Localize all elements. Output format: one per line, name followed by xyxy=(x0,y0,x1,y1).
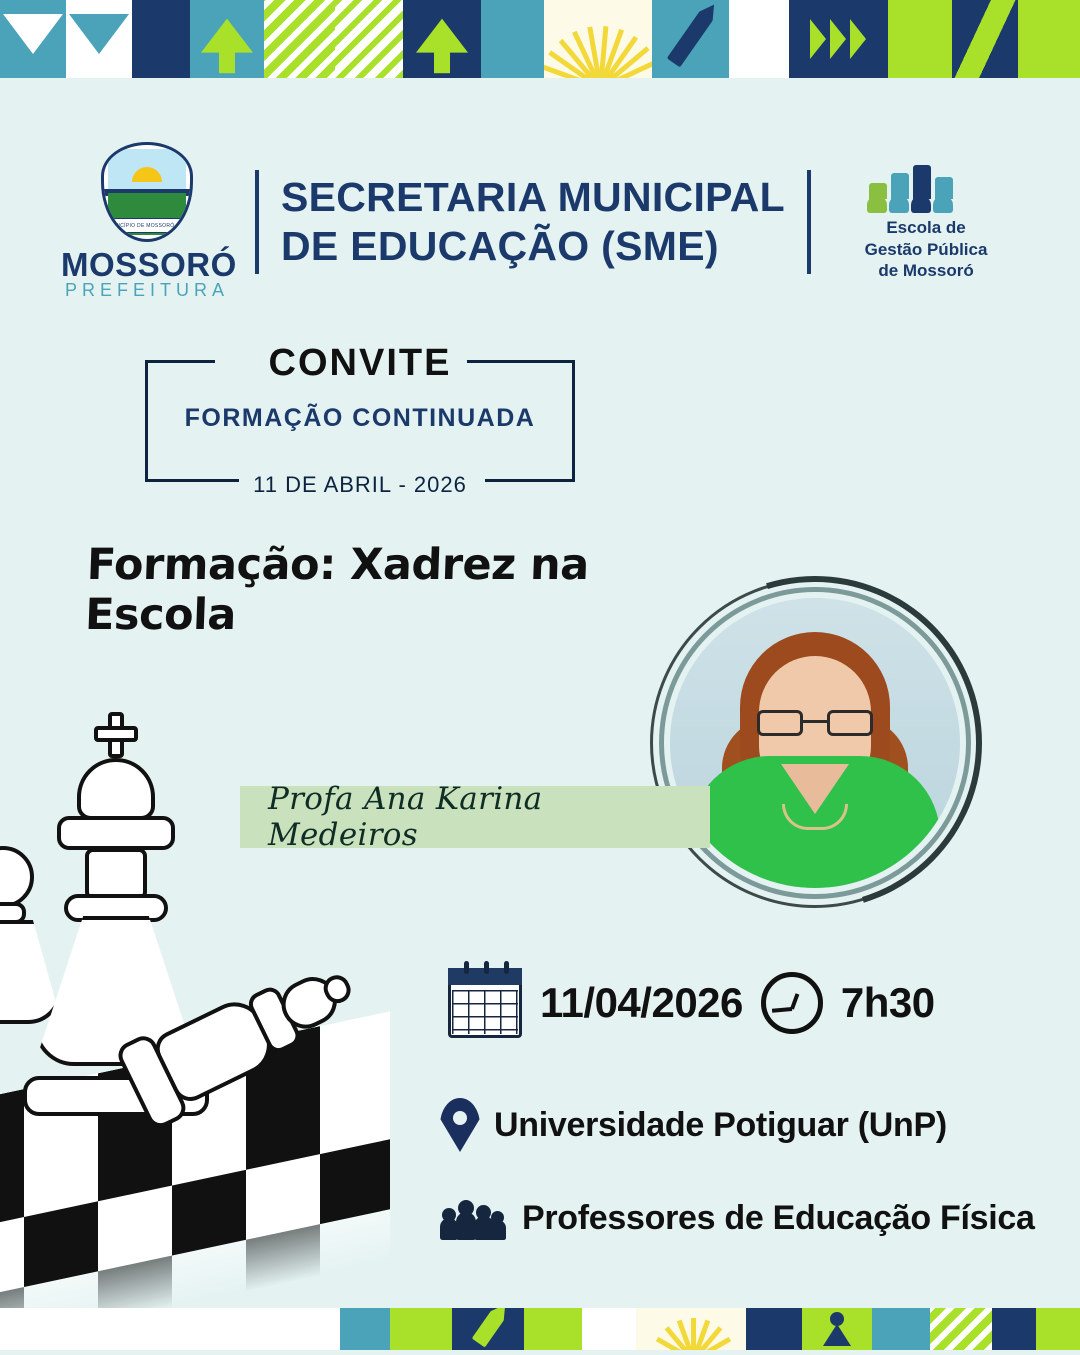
deco-tile-chevrons xyxy=(789,0,888,78)
deco-bottom-navy xyxy=(746,1308,802,1350)
deco-bottom-pawn xyxy=(802,1308,872,1350)
deco-bottom-teal-2 xyxy=(872,1308,930,1350)
bottom-decorative-strip xyxy=(0,1308,1080,1350)
deco-bottom-teal xyxy=(340,1308,390,1350)
header-title-line1: SECRETARIA MUNICIPAL xyxy=(280,174,786,221)
coat-of-arms-caption: MUNICÍPIO DE MOSSORÓ - RN xyxy=(106,218,188,233)
deco-tile-white xyxy=(729,0,789,78)
header-divider-right xyxy=(807,170,811,274)
deco-bottom-white-2 xyxy=(582,1308,636,1350)
deco-tile-sun xyxy=(544,0,652,78)
page-title: Formação: Xadrez na Escola xyxy=(84,540,590,640)
location-pin-icon xyxy=(440,1098,480,1152)
deco-tile-arrow-navy xyxy=(403,0,482,78)
header-title xyxy=(281,173,785,270)
city-subtitle: PREFEITURA xyxy=(64,280,229,300)
deco-bottom-navy-2 xyxy=(992,1308,1036,1350)
speaker-photo xyxy=(650,578,980,908)
deco-tile-stripes xyxy=(264,0,335,78)
egp-line2: Gestão Pública xyxy=(864,239,988,259)
deco-tile-arrow xyxy=(190,0,263,78)
deco-bottom-lime-3 xyxy=(1036,1308,1080,1350)
header-title-line2: DE EDUCAÇÃO (SME) xyxy=(280,222,719,269)
deco-tile-lime-2 xyxy=(1018,0,1080,78)
event-location: Universidade Potiguar (UnP) xyxy=(494,1105,947,1144)
deco-bottom-lime-2 xyxy=(524,1308,582,1350)
chart-people-icon xyxy=(833,161,1019,213)
calendar-icon xyxy=(448,968,522,1038)
event-location-row xyxy=(440,1098,947,1152)
invite-subtitle: FORMAÇÃO CONTINUADA xyxy=(184,404,536,432)
deco-bottom-pencil xyxy=(452,1308,524,1350)
egp-line3: de Mossoró xyxy=(878,261,974,281)
event-time: 7h30 xyxy=(840,979,935,1026)
egp-logo xyxy=(833,161,1019,282)
invite-date: 11 DE ABRIL - 2026 xyxy=(145,472,575,498)
coat-of-arms-icon xyxy=(101,142,193,242)
city-logo xyxy=(60,142,237,301)
invite-box xyxy=(145,342,575,497)
clock-icon xyxy=(761,972,823,1034)
people-group-icon xyxy=(440,1192,506,1244)
event-audience: Professores de Educação Física xyxy=(522,1198,1035,1237)
deco-bottom-stripes xyxy=(930,1308,992,1350)
deco-tile-navy xyxy=(132,0,191,78)
deco-bottom-lime xyxy=(390,1308,452,1350)
deco-tile-slash xyxy=(952,0,1018,78)
header xyxy=(0,142,1080,301)
deco-tile-vee xyxy=(0,0,66,78)
top-decorative-strip xyxy=(0,0,1080,78)
deco-tile-lime xyxy=(888,0,952,78)
event-date: 11/04/2026 xyxy=(540,979,743,1026)
invite-label: CONVITE xyxy=(145,342,575,385)
deco-bottom-sun xyxy=(636,1308,746,1350)
speaker-name: Profa Ana Karina Medeiros xyxy=(268,781,543,853)
deco-tile-pencil xyxy=(652,0,729,78)
chess-illustration xyxy=(0,588,410,1308)
city-name: MOSSORÓ xyxy=(60,246,237,283)
deco-tile-stripes-white xyxy=(335,0,403,78)
egp-line1: Escola de xyxy=(886,217,966,237)
deco-tile-vee-white xyxy=(66,0,132,78)
event-datetime-row xyxy=(448,968,935,1038)
deco-tile-teal xyxy=(481,0,543,78)
deco-bottom-white xyxy=(0,1308,340,1350)
event-audience-row xyxy=(440,1192,1035,1244)
header-divider-left xyxy=(255,170,259,274)
